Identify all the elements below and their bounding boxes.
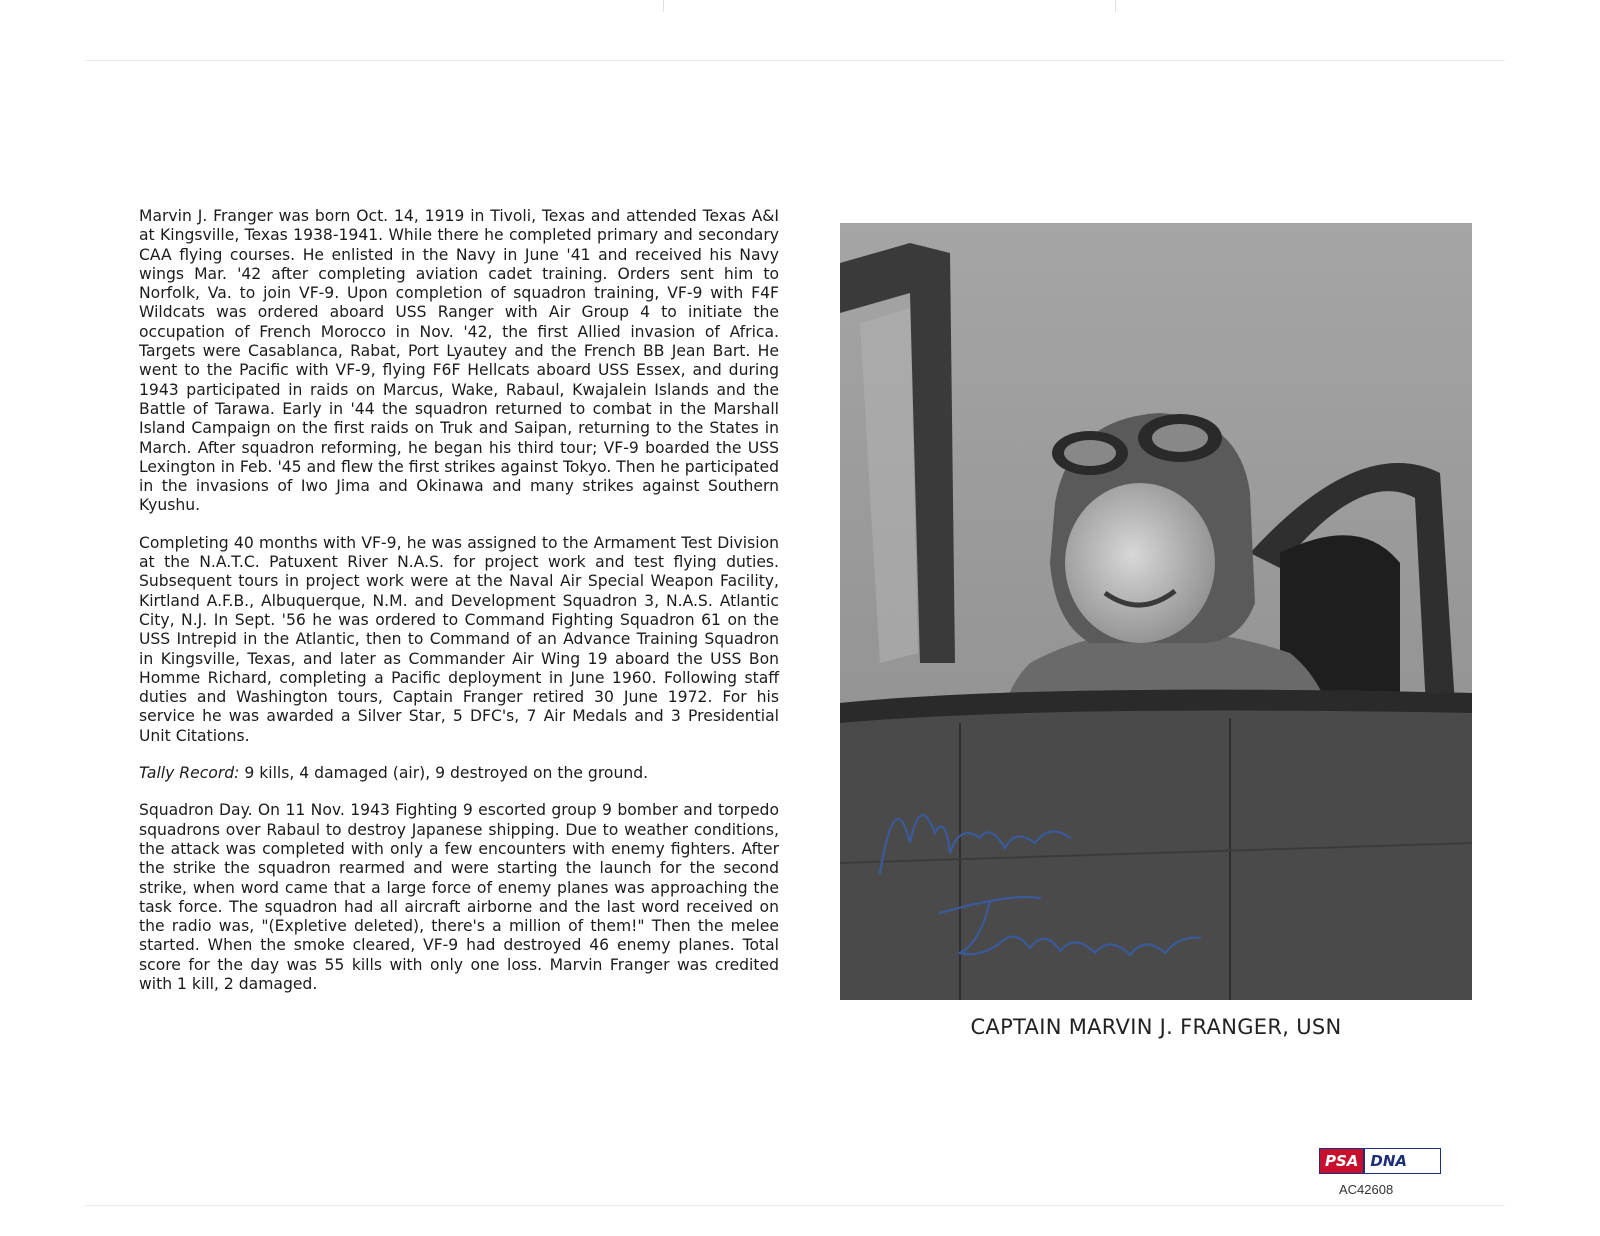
tally-record-label: Tally Record: <box>139 764 240 783</box>
top-rule <box>85 60 1505 61</box>
psa-logo-text: PSA <box>1320 1149 1363 1173</box>
authentication-sticker <box>1319 1148 1441 1197</box>
authentication-code: AC42608 <box>1339 1182 1394 1197</box>
trim-mark <box>663 0 664 12</box>
dna-logo-text: DNA <box>1363 1149 1412 1173</box>
tally-record-text: 9 kills, 4 damaged (air), 9 destroyed on the ground. <box>239 764 649 783</box>
trim-mark <box>1115 0 1116 12</box>
tally-record <box>139 764 779 783</box>
photo-caption: CAPTAIN MARVIN J. FRANGER, USN <box>970 1015 1342 1039</box>
pilot-photo <box>840 223 1472 1000</box>
bio-paragraph-squadron-day: Squadron Day. On 11 Nov. 1943 Fighting 9 escorted group 9 bomber and torpedo squadrons over Rabaul to destroy Japanese shipping. Due to weather conditions, the attack was completed with only a few encounters with enemy fighters. After the strike the squadron rearmed and were starting the launch for the second strike, when word came that a large force of enemy planes was approaching the task force. The squadron had all aircraft airborne and the last word received on the radio was, "(Expletive deleted), there's a million of them!" Then the melee started. When the smoke cleared, VF-9 had destroyed 46 enemy planes. Total score for the day was 55 kills with only one loss. Marvin Franger was credited with 1 kill, 2 damaged. <box>139 801 779 993</box>
pilot-photo-illustration <box>840 223 1472 1000</box>
bio-paragraph-later-career: Completing 40 months with VF-9, he was assigned to the Armament Test Division at the N.A.T.C. Patuxent River N.A.S. for project work and test flying duties. Subsequent tours in project work were at the Naval Air Special Weapon Facility, Kirtland A.F.B., Albuquerque, N.M. and Development Squadron 3, N.A.S. Atlantic City, N.J. In Sept. '56 he was ordered to Command Fighting Squadron 61 on the USS Intrepid in the Atlantic, then to Command of an Advance Training Squadron in Kingsville, Texas, and later as Commander Air Wing 19 aboard the USS Bon Homme Richard, completing a Pacific deployment in June 1960. Following staff duties and Washington tours, Captain Franger retired 30 June 1972. For his service he was awarded a Silver Star, 5 DFC's, 7 Air Medals and 3 Presidential Unit Citations. <box>139 533 779 745</box>
biography-text <box>139 207 779 1012</box>
psa-dna-logo <box>1319 1148 1441 1174</box>
bottom-rule <box>85 1205 1505 1206</box>
bio-paragraph-early-career: Marvin J. Franger was born Oct. 14, 1919 in Tivoli, Texas and attended Texas A&I at Kingsville, Texas 1938-1941. While there he completed primary and secondary CAA flying courses. He enlisted in the Navy in June '41 and received his Navy wings Mar. '42 after completing aviation cadet training. Orders sent him to Norfolk, Va. to join VF-9. Upon completion of squadron training, VF-9 with F4F Wildcats was ordered aboard USS Ranger with Air Group 4 to initiate the occupation of French Morocco in Nov. '42, the first Allied invasion of Africa. Targets were Casablanca, Rabat, Port Lyautey and the French BB Jean Bart. He went to the Pacific with VF-9, flying F6F Hellcats aboard USS Essex, and during 1943 participated in raids on Marcus, Wake, Rabaul, Kwajalein Islands and the Battle of Tarawa. Early in '44 the squadron returned to combat in the Marshall Island Campaign on the first raids on Truk and Saipan, returning to the States in March. After squadron reforming, he began his third tour; VF-9 boarded the USS Lexington in Feb. '45 and flew the first strikes against Tokyo. Then he participated in the invasions of Iwo Jima and Okinawa and many strikes against Southern Kyushu. <box>139 207 779 515</box>
